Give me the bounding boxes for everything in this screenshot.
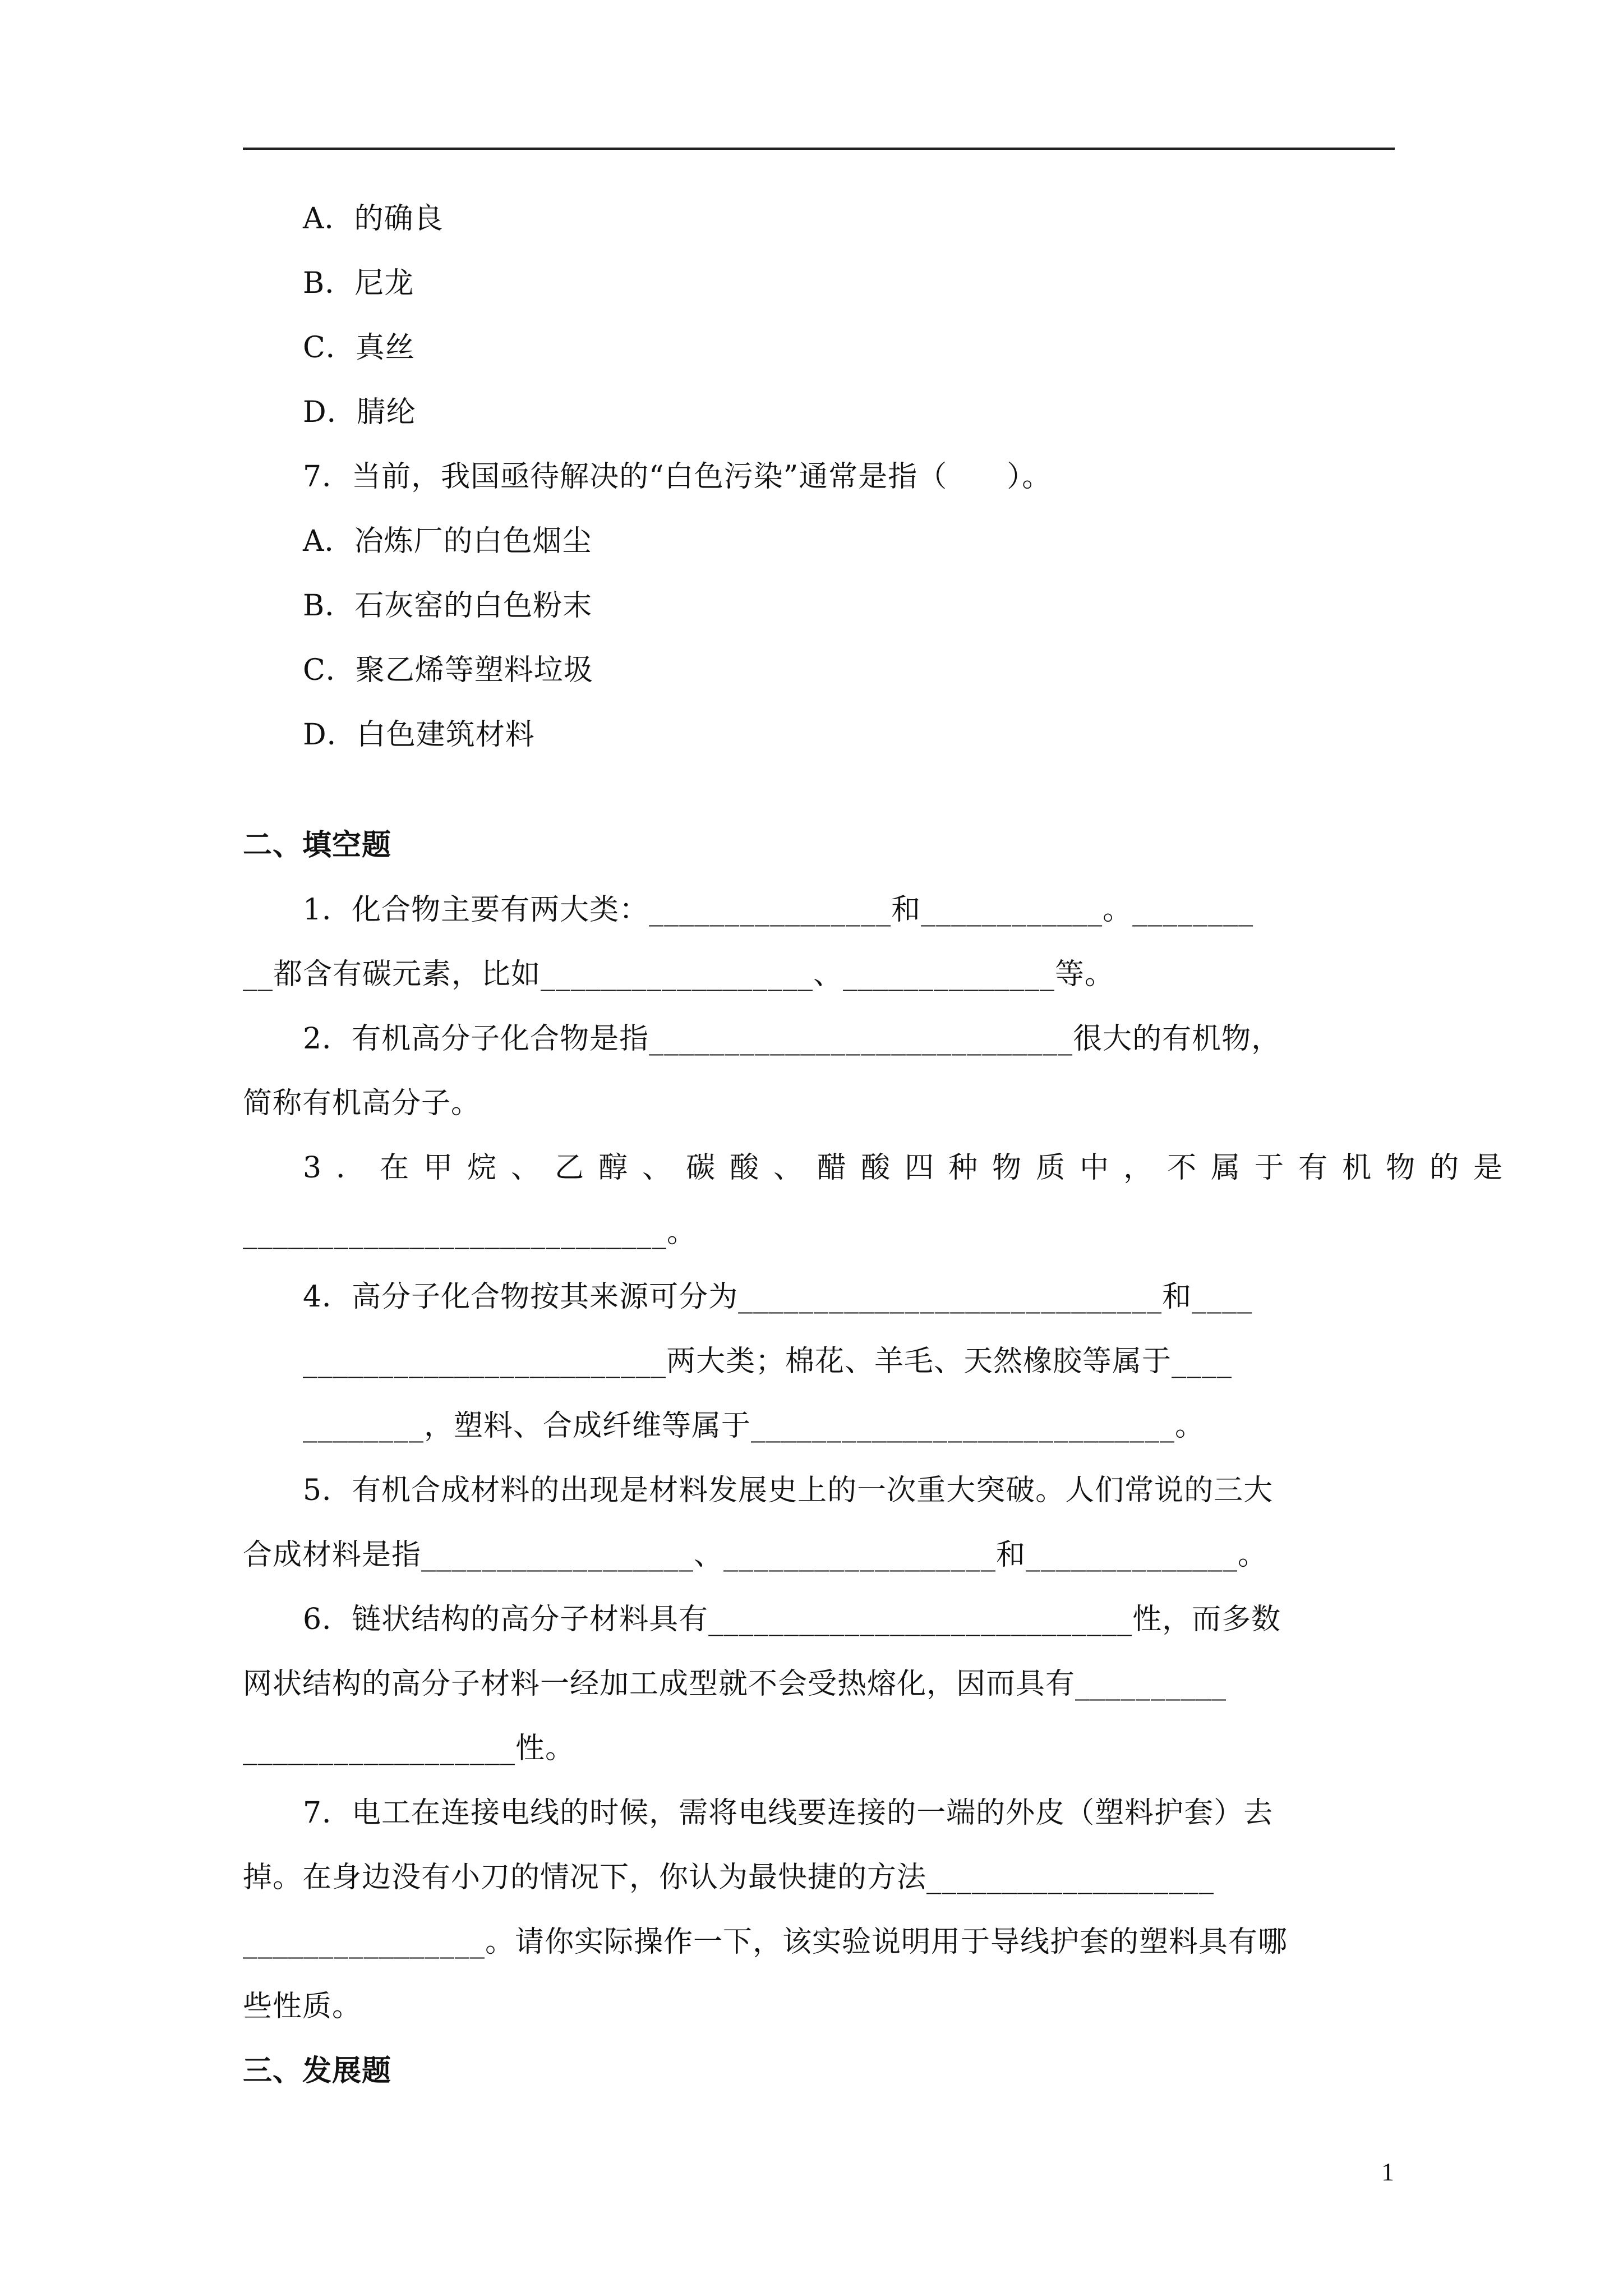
- fill-q7-line3: ________________。请你实际操作一下，该实验说明用于导线护套的塑料具有哪: [243, 1925, 1288, 1959]
- fill-q6-line2: 网状结构的高分子材料一经加工成型就不会受热熔化，因而具有__________: [243, 1667, 1227, 1701]
- option-a: A．的确良: [303, 202, 444, 236]
- option-b: B．尼龙: [303, 266, 414, 300]
- section-development-title: 三、发展题: [243, 2054, 392, 2088]
- fill-q5-line1: 5．有机合成材料的出现是材料发展史上的一次重大突破。人们常说的三大: [303, 1474, 1274, 1507]
- question-7-stem: 7．当前，我国亟待解决的“白色污染”通常是指（ ）。: [303, 460, 1052, 494]
- fill-q3-line2: ____________________________。: [243, 1216, 697, 1249]
- fill-q5-line2: 合成材料是指__________________、__________________和______________。: [243, 1538, 1268, 1572]
- fill-q7-line2: 掉。在身边没有小刀的情况下，你认为最快捷的方法___________________: [243, 1861, 1215, 1894]
- fill-q4-line2: ________________________两大类；棉花、羊毛、天然橡胶等属于____: [303, 1345, 1233, 1378]
- option-d: D．腈纶: [303, 395, 416, 429]
- fill-q7-line4: 些性质。: [243, 1990, 362, 2023]
- fill-q4-line1: 4．高分子化合物按其来源可分为____________________________和____: [303, 1280, 1253, 1314]
- page-number: 1: [1381, 2157, 1394, 2186]
- fill-q7-line1: 7．电工在连接电线的时候，需将电线要连接的一端的外皮（塑料护套）去: [303, 1796, 1274, 1830]
- question-7-option-c: C．聚乙烯等塑料垃圾: [303, 654, 593, 687]
- fill-q3-line1: 3．在甲烷、乙醇、碳酸、醋酸四种物质中，不属于有机物的是: [303, 1151, 1518, 1185]
- section-fill-in-title: 二、填空题: [243, 828, 392, 862]
- question-7-option-d: D．白色建筑材料: [303, 718, 535, 752]
- fill-q2-line1: 2．有机高分子化合物是指____________________________很大的有机物，: [303, 1022, 1281, 1056]
- question-7-option-b: B．石灰窑的白色粉末: [303, 589, 593, 623]
- fill-q1-line2: __都含有碳元素，比如__________________、______________等。: [243, 958, 1115, 991]
- fill-q6-line3: __________________性。: [243, 1732, 575, 1765]
- fill-q6-line1: 6．链状结构的高分子材料具有____________________________性，而多数: [303, 1603, 1281, 1636]
- fill-q4-line3: ________，塑料、合成纤维等属于____________________________。: [303, 1409, 1205, 1443]
- question-7-option-a: A．冶炼厂的白色烟尘: [303, 524, 592, 558]
- fill-q2-line2: 简称有机高分子。: [243, 1087, 481, 1120]
- header-rule: [243, 148, 1395, 150]
- option-c: C．真丝: [303, 331, 415, 365]
- fill-q1-line1: 1．化合物主要有两大类：________________和____________。________: [303, 893, 1254, 927]
